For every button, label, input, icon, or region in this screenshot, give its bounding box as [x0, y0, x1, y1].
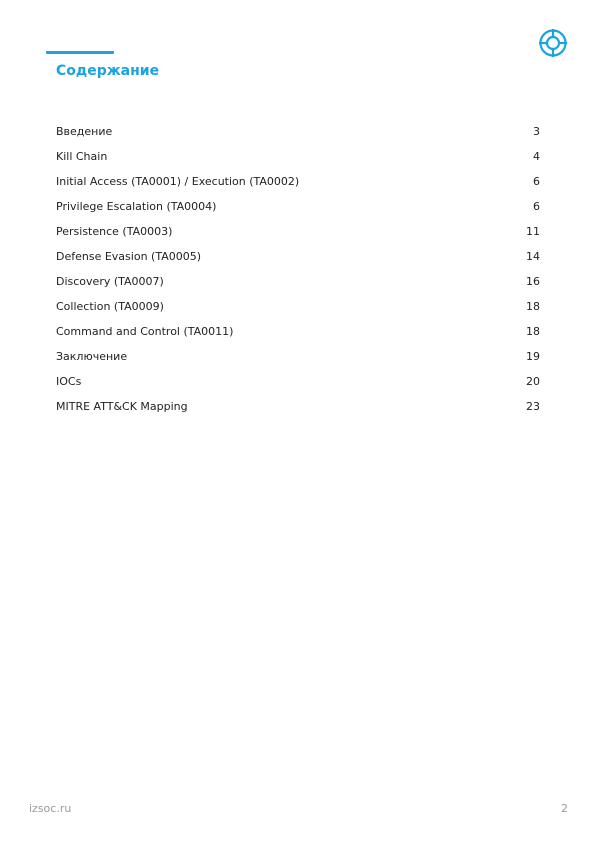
- toc-entry-collection[interactable]: [56, 294, 540, 319]
- toc-entry-label: MITRE ATT&CK Mapping: [56, 399, 188, 413]
- toc-entry-command-and-control[interactable]: [56, 319, 540, 344]
- page-title: Содержание: [56, 63, 160, 79]
- toc-entry-initial-access[interactable]: [56, 169, 540, 194]
- toc-entry-label: Defense Evasion (TA0005): [56, 249, 201, 263]
- toc-entry-mitre-mapping[interactable]: [56, 394, 540, 419]
- toc-entry-page: 4: [533, 149, 540, 163]
- toc-entry-conclusion[interactable]: [56, 344, 540, 369]
- toc-entry-page: 18: [526, 299, 540, 313]
- toc-entry-label: Persistence (TA0003): [56, 224, 173, 238]
- toc-entry-page: 6: [533, 174, 540, 188]
- footer-page-number: 2: [561, 802, 568, 815]
- toc-entry-page: 18: [526, 324, 540, 338]
- toc-entry-label: Введение: [56, 124, 113, 138]
- title-accent-bar: [46, 51, 114, 54]
- toc-entry-defense-evasion[interactable]: [56, 244, 540, 269]
- toc-entry-kill-chain[interactable]: [56, 144, 540, 169]
- table-of-contents: [56, 119, 540, 419]
- toc-entry-page: 14: [526, 249, 540, 263]
- toc-entry-page: 11: [526, 224, 540, 238]
- toc-entry-iocs[interactable]: [56, 369, 540, 394]
- toc-entry-page: 23: [526, 399, 540, 413]
- toc-entry-page: 3: [533, 124, 540, 138]
- toc-entry-label: Collection (TA0009): [56, 299, 164, 313]
- toc-entry-page: 6: [533, 199, 540, 213]
- toc-entry-page: 20: [526, 374, 540, 388]
- toc-entry-persistence[interactable]: [56, 219, 540, 244]
- toc-entry-label: Initial Access (TA0001) / Execution (TA0002): [56, 174, 300, 188]
- footer-site-url: izsoc.ru: [29, 802, 72, 815]
- toc-entry-label: IOCs: [56, 374, 82, 388]
- toc-entry-discovery[interactable]: [56, 269, 540, 294]
- target-crosshair-icon: [538, 28, 568, 58]
- toc-entry-page: 16: [526, 274, 540, 288]
- toc-entry-label: Заключение: [56, 349, 128, 363]
- toc-entry-label: Privilege Escalation (TA0004): [56, 199, 217, 213]
- toc-entry-label: Discovery (TA0007): [56, 274, 164, 288]
- toc-entry-privilege-escalation[interactable]: [56, 194, 540, 219]
- toc-entry-label: Kill Chain: [56, 149, 108, 163]
- toc-entry-label: Command and Control (TA0011): [56, 324, 234, 338]
- toc-entry-page: 19: [526, 349, 540, 363]
- toc-entry-introduction[interactable]: [56, 119, 540, 144]
